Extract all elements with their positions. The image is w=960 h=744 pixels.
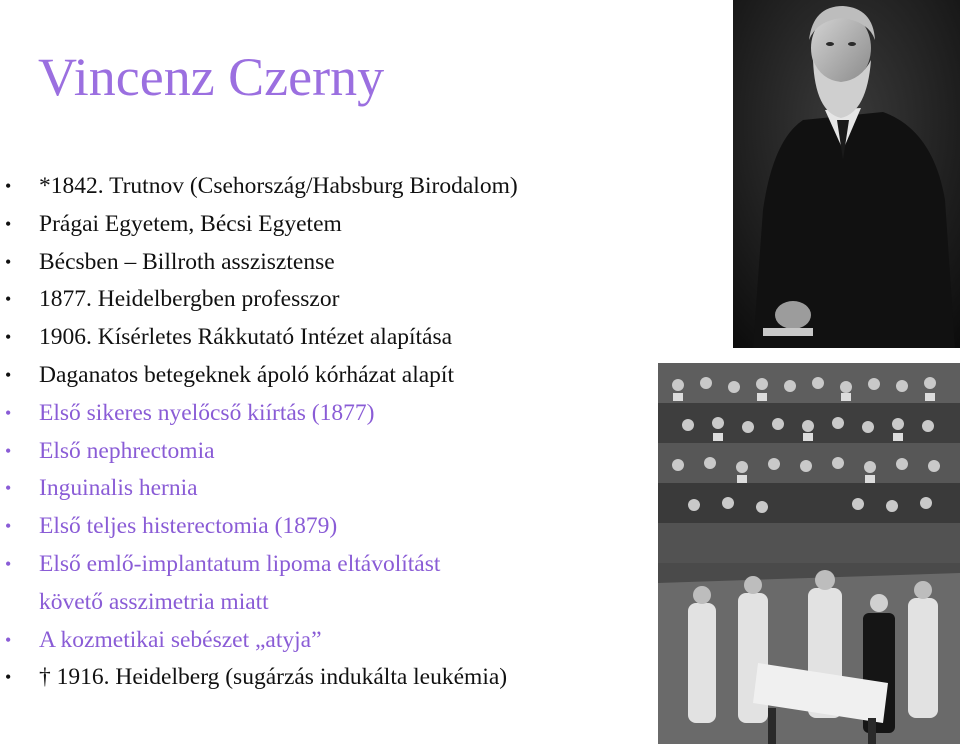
bullet-marker: • xyxy=(5,667,12,688)
list-item-text: Inguinalis hernia xyxy=(39,475,198,502)
list-item-text: 1877. Heidelbergben professzor xyxy=(39,286,340,313)
portrait-photo xyxy=(733,0,960,348)
bullet-marker: • xyxy=(5,251,12,272)
slide-title: Vincenz Czerny xyxy=(38,47,385,107)
bullet-marker: • xyxy=(5,213,12,234)
bullet-marker: • xyxy=(5,440,12,461)
list-item-text: 1906. Kísérletes Rákkutató Intézet alapítása xyxy=(39,324,453,351)
bullet-marker: • xyxy=(5,629,12,650)
list-item-text: A kozmetikai sebészet „atyja” xyxy=(39,626,322,653)
list-item-text: Első emlő-implantatum lipoma eltávolítást xyxy=(39,550,441,577)
bullet-marker: • xyxy=(5,478,12,499)
bullet-marker: • xyxy=(5,364,12,385)
bullet-marker: • xyxy=(5,327,12,348)
bullet-marker: • xyxy=(5,289,12,310)
bullet-marker: • xyxy=(5,176,12,196)
list-item-text: † 1916. Heidelberg (sugárzás indukálta leukémia) xyxy=(39,664,508,691)
bullet-marker: • xyxy=(5,553,12,574)
list-item-text: Első nephrectomia xyxy=(39,437,215,464)
bullet-marker: • xyxy=(5,516,12,537)
list-item-text: Daganatos betegeknek ápoló kórházat alapít xyxy=(39,361,454,388)
list-item-text: Prágai Egyetem, Bécsi Egyetem xyxy=(39,210,342,237)
list-item-text: követő asszimetria miatt xyxy=(39,588,269,615)
surgery-photo xyxy=(658,363,960,744)
list-item-text: *1842. Trutnov (Csehország/Habsburg Birodalom) xyxy=(39,173,518,199)
list-item-text: Első teljes histerectomia (1879) xyxy=(39,513,338,540)
list-item-text: Bécsben – Billroth asszisztense xyxy=(39,248,335,275)
bullet-marker: • xyxy=(5,402,12,423)
list-item-text: Első sikeres nyelőcső kiírtás (1877) xyxy=(39,399,375,426)
